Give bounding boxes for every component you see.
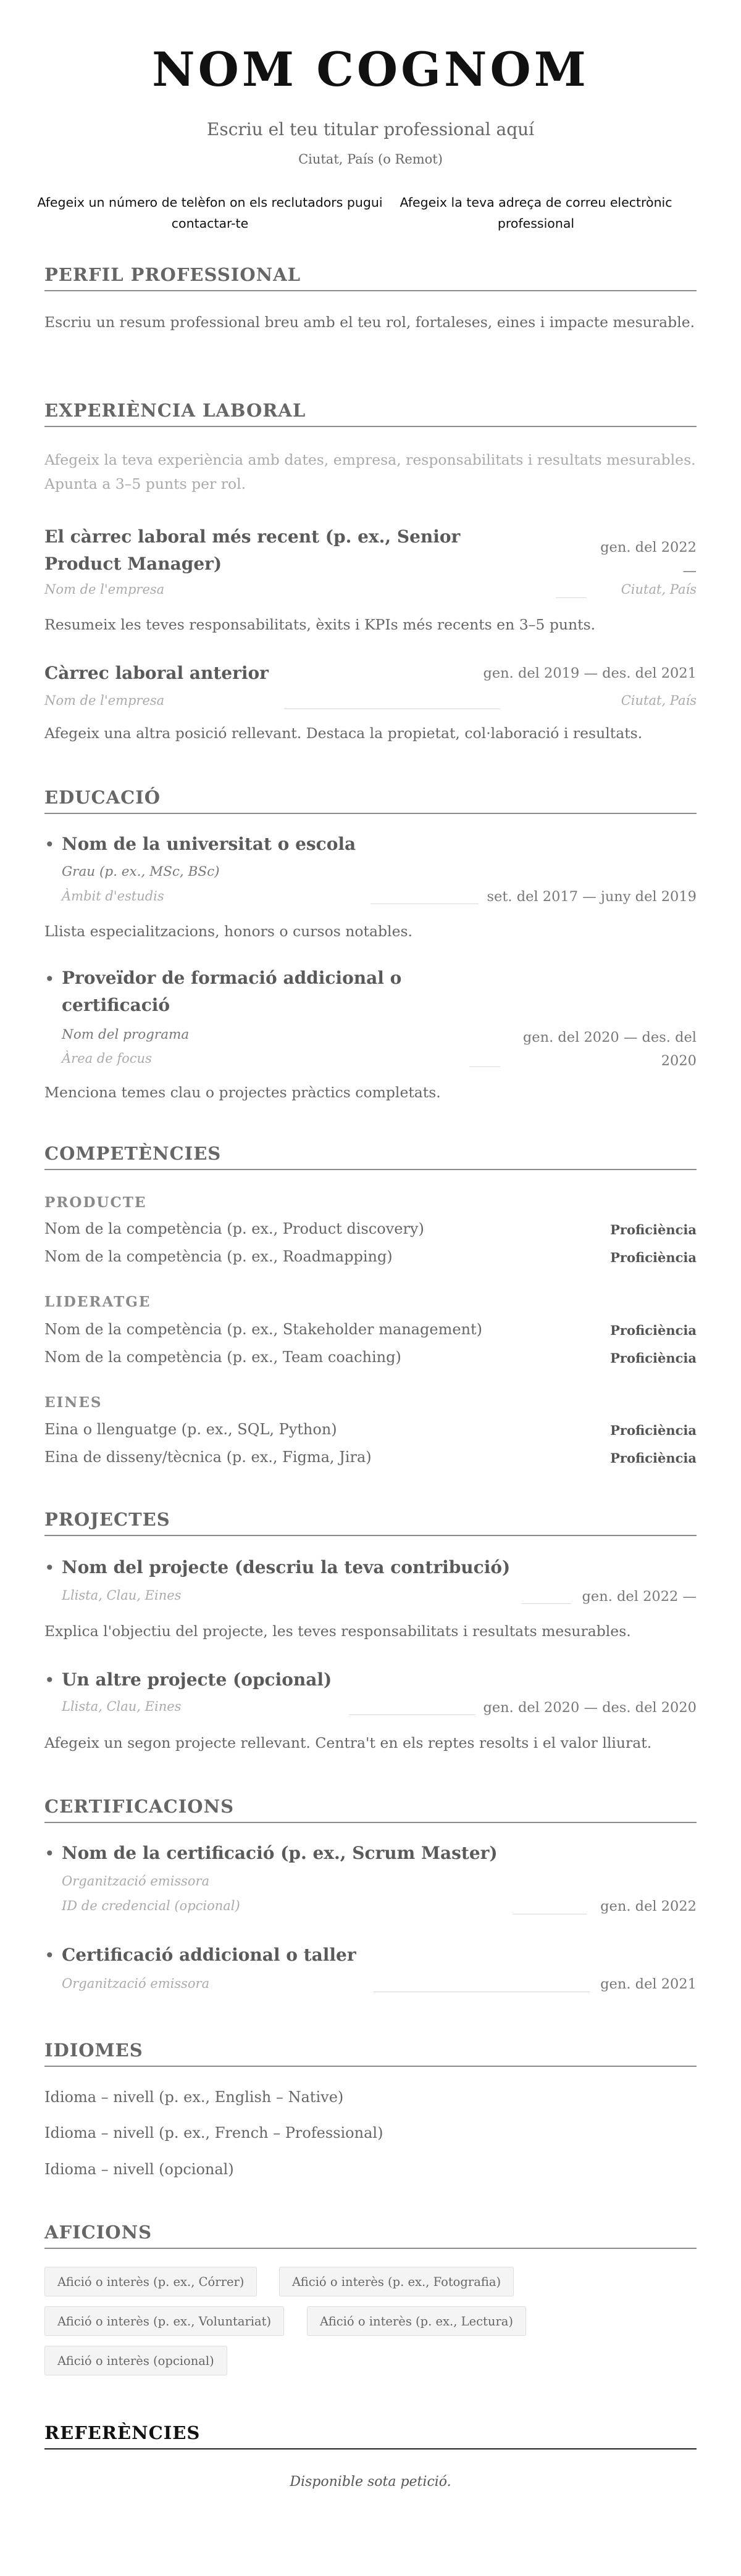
job-date: gen. del 2019 — des. del 2021	[483, 665, 697, 681]
certification-org: Organització emissora	[62, 1874, 210, 1888]
certification-title: Nom de la certificació (p. ex., Scrum Master)	[62, 1843, 498, 1863]
contact-phone: Afegeix un número de telèfon on els reclutadors pugui contactar-te	[37, 195, 383, 231]
project-date: gen. del 2022 —	[582, 1589, 697, 1605]
bullet: •	[44, 834, 55, 855]
skill-name: Eina o llenguatge (p. ex., SQL, Python)	[44, 1421, 337, 1438]
bullet: •	[44, 969, 55, 989]
education-institution: Proveïdor de formació addicional o certificació	[62, 968, 402, 1015]
language-item: Idioma – nivell (p. ex., English – Native)	[44, 2088, 344, 2106]
education-degree: Nom del programa	[62, 1027, 190, 1042]
education-date: gen. del 2020 — des. del 2020	[522, 1029, 697, 1069]
candidate-name: NOM COGNOM	[152, 42, 589, 97]
bullet: •	[44, 1945, 55, 1966]
divider	[284, 708, 500, 709]
skill-level: Proficiència	[610, 1450, 697, 1466]
skill-category: EINES	[44, 1394, 103, 1411]
skill-level: Proficiència	[610, 1222, 697, 1237]
education-field: Àmbit d'estudis	[62, 889, 164, 904]
job-description: Resumeix les teves responsabilitats, èxits i KPIs més recents en 3–5 punts.	[44, 616, 596, 633]
hobby-tag: Afició o interès (opcional)	[44, 2346, 227, 2375]
skill-level: Proficiència	[610, 1323, 697, 1338]
section-title-skills: COMPETÈNCIES	[44, 1143, 697, 1170]
language-item: Idioma – nivell (p. ex., French – Professional)	[44, 2124, 383, 2142]
skill-level: Proficiència	[610, 1423, 697, 1438]
project-tags: Llista, Clau, Eines	[62, 1699, 182, 1714]
section-title-languages: IDIOMES	[44, 2040, 697, 2067]
job-description: Afegeix una altra posició rellevant. Destaca la propietat, col·laboració i resultats.	[44, 725, 643, 742]
skill-category: LIDERATGE	[44, 1294, 151, 1310]
education-institution: Nom de la universitat o escola	[62, 834, 356, 854]
job-title: Càrrec laboral anterior	[44, 663, 269, 683]
job-company: Nom de l'empresa	[44, 693, 165, 708]
divider	[556, 597, 587, 598]
location: Ciutat, País (o Remot)	[298, 152, 443, 167]
skill-name: Nom de la competència (p. ex., Roadmapping)	[44, 1248, 393, 1265]
skill-name: Nom de la competència (p. ex., Team coaching)	[44, 1348, 401, 1366]
certification-date: gen. del 2021	[600, 1976, 697, 1992]
section-title-profile: PERFIL PROFESSIONAL	[44, 264, 697, 291]
job-title: El càrrec laboral més recent (p. ex., Senior Product Manager)	[44, 526, 461, 574]
section-title-projects: PROJECTES	[44, 1509, 697, 1536]
education-degree: Grau (p. ex., MSc, BSc)	[62, 864, 220, 879]
project-tags: Llista, Clau, Eines	[62, 1588, 182, 1603]
project-title: Un altre projecte (opcional)	[62, 1669, 332, 1690]
project-title: Nom del projecte (descriu la teva contribució)	[62, 1557, 511, 1577]
contact-email: Afegeix la teva adreça de correu electrònic professional	[400, 195, 672, 231]
language-item: Idioma – nivell (opcional)	[44, 2161, 234, 2178]
skill-name: Nom de la competència (p. ex., Product discovery)	[44, 1220, 424, 1237]
certification-org: Organització emissora	[62, 1976, 210, 1991]
skill-level: Proficiència	[610, 1250, 697, 1265]
job-location: Ciutat, País	[621, 693, 697, 708]
hobby-tag: Afició o interès (p. ex., Voluntariat)	[44, 2306, 284, 2336]
section-title-certifications: CERTIFICACIONS	[44, 1796, 697, 1823]
project-date: gen. del 2020 — des. del 2020	[483, 1700, 697, 1716]
skill-name: Eina de disseny/tècnica (p. ex., Figma, Jira)	[44, 1448, 372, 1466]
skill-category: PRODUCTE	[44, 1194, 147, 1211]
hobby-tag: Afició o interès (p. ex., Lectura)	[307, 2306, 526, 2336]
section-title-experience: EXPERIÈNCIA LABORAL	[44, 400, 697, 427]
divider	[522, 1603, 571, 1604]
profile-text: Escriu un resum professional breu amb el teu rol, fortaleses, eines i impacte mesurable.	[44, 314, 695, 331]
divider	[349, 1714, 475, 1715]
job-company: Nom de l'empresa	[44, 582, 165, 597]
divider	[469, 1066, 500, 1067]
hobby-tag: Afició o interès (p. ex., Córrer)	[44, 2267, 257, 2296]
headline: Escriu el teu titular professional aquí	[206, 119, 535, 139]
skill-name: Nom de la competència (p. ex., Stakeholder management)	[44, 1321, 483, 1338]
certification-title: Certificació addicional o taller	[62, 1945, 356, 1965]
education-field: Àrea de focus	[62, 1051, 152, 1066]
bullet: •	[44, 1670, 55, 1690]
skill-level: Proficiència	[610, 1350, 697, 1366]
project-description: Afegeix un segon projecte rellevant. Centra't en els reptes resolts i el valor lliurat.	[44, 1734, 652, 1751]
certification-credential: ID de credencial (opcional)	[62, 1898, 240, 1913]
bullet: •	[44, 1843, 55, 1864]
experience-intro: Afegeix la teva experiència amb dates, empresa, responsabilitats i resultats mesurables. Apunta a 3–5 punts per rol.	[44, 451, 696, 492]
education-date: set. del 2017 — juny del 2019	[487, 889, 697, 905]
section-title-hobbies: AFICIONS	[44, 2222, 697, 2249]
education-description: Menciona temes clau o projectes pràctics completats.	[44, 1084, 441, 1101]
project-description: Explica l'objectiu del projecte, les teves responsabilitats i resultats mesurables.	[44, 1622, 631, 1640]
certification-date: gen. del 2022	[600, 1898, 697, 1914]
section-title-references: REFERÈNCIES	[44, 2422, 697, 2449]
education-description: Llista especialitzacions, honors o cursos notables.	[44, 923, 413, 940]
section-title-education: EDUCACIÓ	[44, 787, 697, 814]
bullet: •	[44, 1558, 55, 1578]
hobby-tag: Afició o interès (p. ex., Fotografia)	[279, 2267, 514, 2296]
job-location: Ciutat, País	[621, 582, 697, 597]
references-text: Disponible sota petició.	[290, 2474, 451, 2490]
job-date: gen. del 2022 —	[600, 539, 697, 579]
